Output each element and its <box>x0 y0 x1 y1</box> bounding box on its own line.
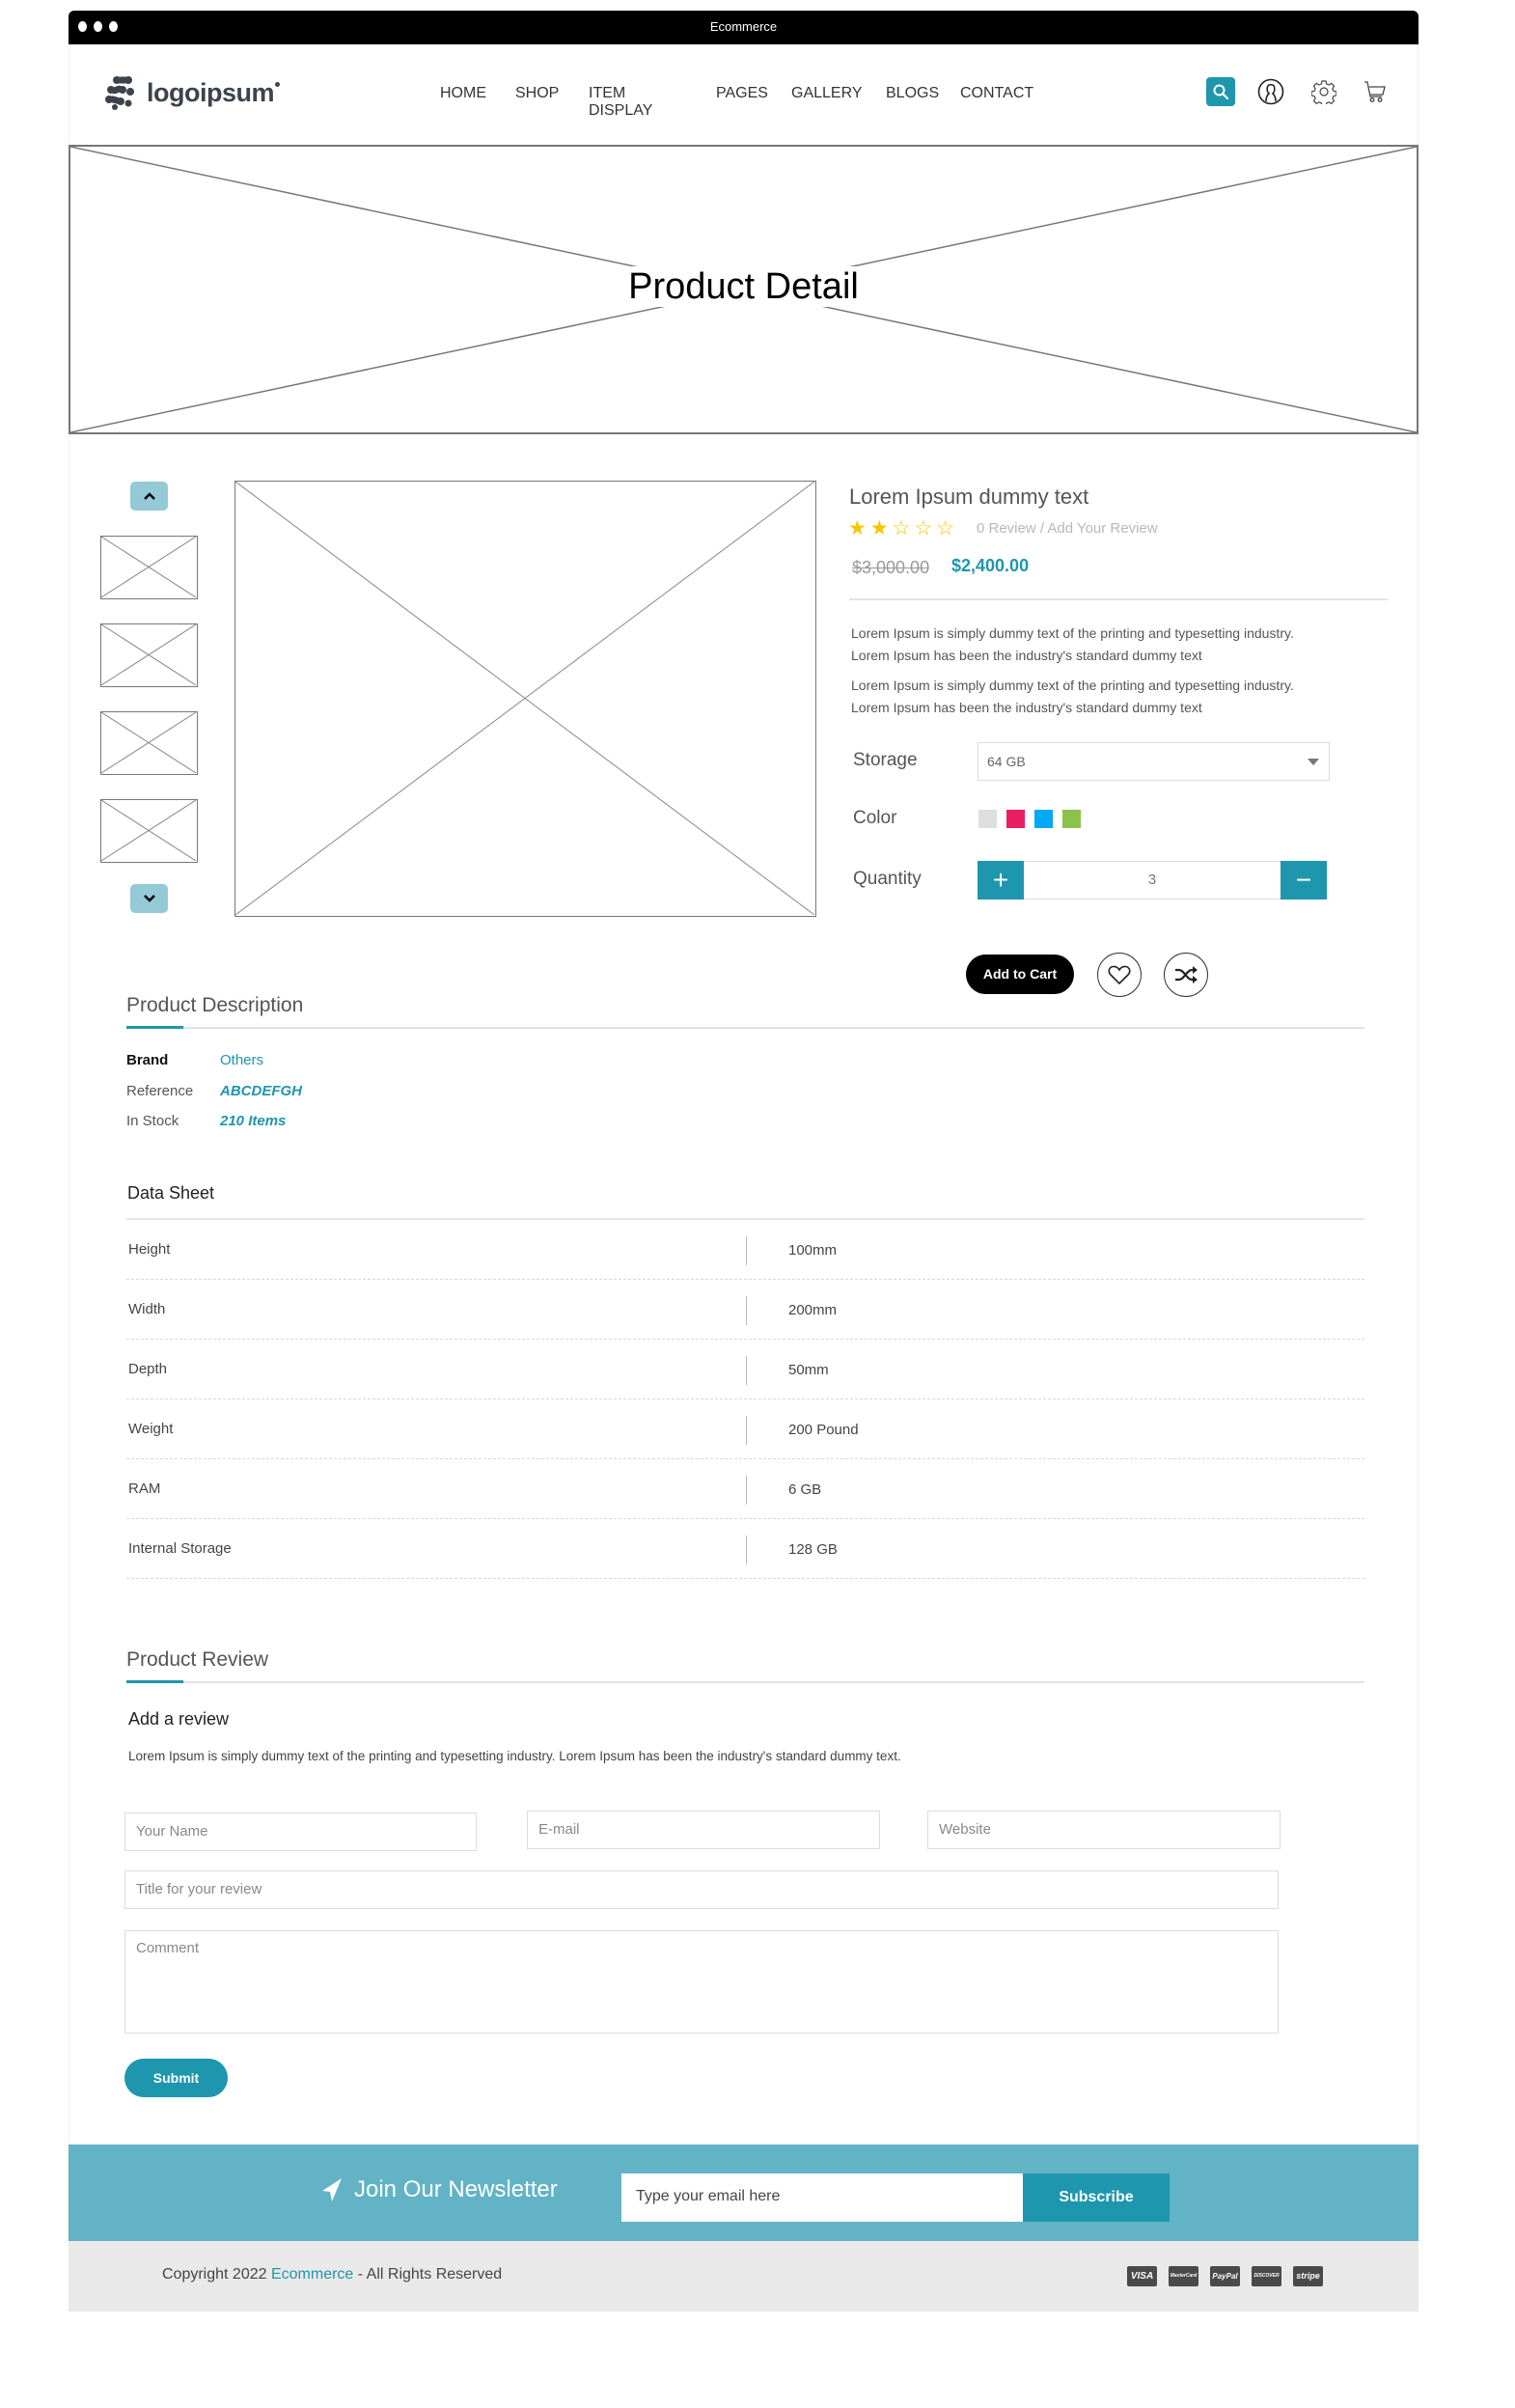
color-swatch-green[interactable] <box>1062 810 1081 828</box>
subscribe-button[interactable]: Subscribe <box>1023 2173 1170 2222</box>
discover-icon: DISCOVER <box>1252 2266 1281 2286</box>
settings-button[interactable] <box>1309 77 1338 106</box>
star-empty-icon: ☆ <box>914 517 933 540</box>
stripe-icon: stripe <box>1293 2266 1323 2286</box>
thumbnail-4[interactable] <box>100 799 198 863</box>
color-swatch-blue[interactable] <box>1034 810 1053 828</box>
wishlist-button[interactable] <box>1097 953 1142 997</box>
window-titlebar <box>69 11 1419 44</box>
quantity-decrease-button[interactable] <box>1281 861 1327 900</box>
storage-label: Storage <box>853 750 918 770</box>
compare-button[interactable] <box>1164 953 1208 997</box>
footer-brand-link[interactable]: Ecommerce <box>270 2266 354 2283</box>
main-product-image[interactable] <box>234 481 816 917</box>
nav-pages[interactable]: PAGES <box>716 85 768 101</box>
nav-contact[interactable]: CONTACT <box>960 85 1034 101</box>
quantity-label: Quantity <box>853 869 922 889</box>
quantity-increase-button[interactable] <box>978 861 1024 900</box>
window-title: Ecommerce <box>709 19 778 34</box>
star-empty-icon: ☆ <box>892 517 911 540</box>
old-price: $3,000.00 <box>852 558 930 577</box>
product-review-heading: Product Review <box>126 1648 269 1671</box>
color-label: Color <box>853 808 897 828</box>
logo[interactable] <box>104 73 280 112</box>
chevron-down-icon <box>143 894 156 903</box>
website-input[interactable]: Website <box>927 1811 1281 1849</box>
visa-icon: VISA <box>1127 2266 1157 2286</box>
email-input[interactable]: E-mail <box>527 1811 880 1849</box>
section-rule <box>126 1027 1364 1029</box>
chevron-up-icon <box>143 491 156 501</box>
datasheet-row: Height 100mm <box>126 1220 1364 1280</box>
logo-text: logoipsum <box>147 77 274 107</box>
nav-shop[interactable]: SHOP <box>515 85 560 101</box>
datasheet-row: Width 200mm <box>126 1280 1364 1340</box>
add-review-heading: Add a review <box>128 1709 230 1729</box>
reference-label: Reference <box>126 1083 194 1099</box>
reference-value: ABCDEFGH <box>220 1083 302 1099</box>
product-description-1: Lorem Ipsum is simply dummy text of the printing and typesetting industry. Lorem Ipsum has been the industry's standard dummy text <box>851 625 1294 663</box>
star-filled-icon: ★ <box>869 517 889 540</box>
user-icon <box>1257 78 1284 105</box>
color-swatch-pink[interactable] <box>1006 810 1025 828</box>
review-title-input[interactable]: Title for your review <box>124 1870 1279 1909</box>
thumbnail-1[interactable] <box>100 536 198 599</box>
hero-banner <box>69 145 1419 434</box>
nav-home[interactable]: HOME <box>440 85 486 101</box>
thumbnail-scroll-down-button[interactable] <box>130 884 168 913</box>
newsletter-email-input[interactable]: Type your email here <box>621 2173 1023 2222</box>
paypal-icon: PayPal <box>1210 2266 1240 2286</box>
shuffle-icon <box>1174 965 1198 984</box>
datasheet-row: Weight 200 Pound <box>126 1399 1364 1459</box>
search-icon <box>1212 83 1229 100</box>
datasheet-heading: Data Sheet <box>127 1183 215 1203</box>
color-swatch-gray[interactable] <box>978 810 997 828</box>
name-input[interactable]: Your Name <box>124 1813 477 1851</box>
brand-value[interactable]: Others <box>220 1052 264 1068</box>
gear-icon <box>1311 79 1336 104</box>
product-description-heading: Product Description <box>126 994 304 1016</box>
datasheet-row: Internal Storage 128 GB <box>126 1519 1364 1579</box>
storage-select[interactable] <box>978 742 1330 781</box>
datasheet-row: Depth 50mm <box>126 1340 1364 1399</box>
stock-label: In Stock <box>126 1113 179 1129</box>
nav-blogs[interactable]: BLOGS <box>886 85 940 101</box>
thumbnail-3[interactable] <box>100 711 198 775</box>
section-rule <box>126 1681 1364 1683</box>
newsletter-heading: Join Our Newsletter <box>321 2176 558 2203</box>
datasheet-row: RAM 6 GB <box>126 1459 1364 1519</box>
stock-value: 210 Items <box>220 1113 287 1129</box>
product-title: Lorem Ipsum dummy text <box>849 484 1089 509</box>
nav-item-display[interactable]: ITEM DISPLAY <box>589 85 653 119</box>
star-rating[interactable] <box>848 516 954 540</box>
cart-icon <box>1363 79 1388 104</box>
account-button[interactable] <box>1256 77 1285 106</box>
brand-label: Brand <box>126 1052 169 1068</box>
divider <box>849 598 1388 600</box>
thumbnail-2[interactable] <box>100 623 198 687</box>
copyright-text: Copyright 2022 Ecommerce - All Rights Reserved <box>162 2266 503 2283</box>
sale-price: $2,400.00 <box>951 556 1030 575</box>
review-link[interactable]: 0 Review / Add Your Review <box>977 520 1158 537</box>
logo-mark-icon <box>104 75 139 110</box>
mastercard-icon: MasterCard <box>1169 2266 1198 2286</box>
review-intro-text: Lorem Ipsum is simply dummy text of the printing and typesetting industry. Lorem Ipsum has been the industry's standard dummy text. <box>128 1749 901 1763</box>
add-to-cart-button[interactable]: Add to Cart <box>966 955 1074 994</box>
search-button[interactable] <box>1206 77 1235 106</box>
star-filled-icon: ★ <box>848 517 867 540</box>
comment-textarea[interactable]: Comment <box>124 1930 1279 2034</box>
quantity-input[interactable]: 3 <box>1024 861 1281 900</box>
chevron-down-icon <box>1308 759 1319 765</box>
thumbnail-scroll-up-button[interactable] <box>130 482 168 511</box>
star-empty-icon: ☆ <box>936 517 955 540</box>
plus-icon: + <box>992 865 1009 895</box>
submit-button[interactable]: Submit <box>124 2059 228 2097</box>
paper-plane-icon <box>321 2177 343 2202</box>
cart-button[interactable] <box>1361 77 1390 106</box>
heart-icon <box>1108 964 1131 985</box>
product-description-2: Lorem Ipsum is simply dummy text of the printing and typesetting industry. Lorem Ipsum has been the industry's standard dummy text <box>851 678 1294 715</box>
storage-value: 64 GB <box>987 754 1026 769</box>
nav-gallery[interactable]: GALLERY <box>791 85 863 101</box>
page-title: Product Detail <box>622 266 865 307</box>
minus-icon: − <box>1295 865 1312 895</box>
logo-dot <box>275 82 280 87</box>
